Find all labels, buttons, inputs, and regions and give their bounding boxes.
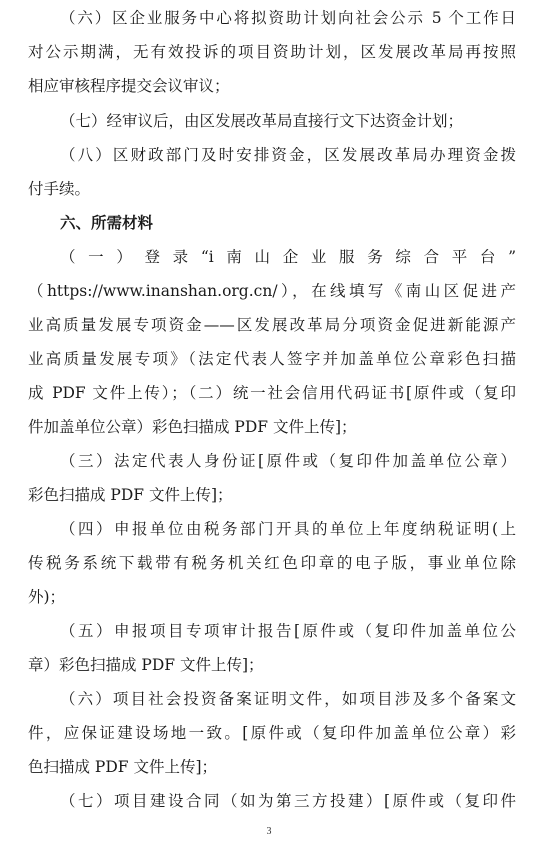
- paragraph-line: 成 PDF 文件上传）；（二）统一社会信用代码证书[原件或（复印: [28, 384, 516, 402]
- paragraph-line: （四）申报单位由税务部门开具的单位上年度纳税证明(上: [60, 520, 516, 538]
- paragraph-line: 传税务系统下载带有税务机关红色印章的电子版，事业单位除: [28, 554, 516, 572]
- section-heading: 六、所需材料: [60, 214, 154, 232]
- paragraph-line: 外)；: [28, 588, 66, 606]
- paragraph-line: （三）法定代表人身份证[原件或（复印件加盖单位公章）: [60, 452, 516, 470]
- paragraph-line: （六）区企业服务中心将拟资助计划向社会公示 5 个工作日: [60, 9, 516, 27]
- paragraph-line: （六）项目社会投资备案证明文件，如项目涉及多个备案文: [60, 690, 516, 708]
- paragraph-line: 业高质量发展专项资金——区发展改革局分项资金促进新能源产: [28, 316, 516, 334]
- paragraph-line: 件，应保证建设场地一致。[原件或（复印件加盖单位公章）彩: [28, 724, 516, 742]
- paragraph-line: （一）登录“i南山企业服务综合平台”: [60, 248, 516, 266]
- paragraph-line: 业高质量发展专项》（法定代表人签字并加盖单位公章彩色扫描: [28, 350, 516, 368]
- page-number: 3: [266, 826, 272, 837]
- paragraph-line: 相应审核程序提交会议审议；: [28, 77, 230, 95]
- paragraph-line: 件加盖单位公章）彩色扫描成 PDF 文件上传]；: [28, 418, 357, 436]
- paragraph-line: （七）项目建设合同（如为第三方投建）[原件或（复印件: [60, 792, 516, 810]
- paragraph-line: 色扫描成 PDF 文件上传]；: [28, 758, 218, 776]
- paragraph-line: 付手续。: [28, 180, 91, 198]
- paragraph-line: 对公示期满，无有效投诉的项目资助计划，区发展改革局再按照: [28, 43, 516, 61]
- paragraph-line: （https://www.inanshan.org.cn/），在线填写《南山区促进产: [28, 282, 516, 300]
- paragraph-line: （七）经审议后，由区发展改革局直接行文下达资金计划；: [60, 112, 464, 130]
- paragraph-line: （五）申报项目专项审计报告[原件或（复印件加盖单位公: [60, 622, 516, 640]
- paragraph-line: （八）区财政部门及时安排资金，区发展改革局办理资金拨: [60, 146, 516, 164]
- paragraph-line: 彩色扫描成 PDF 文件上传]；: [28, 486, 233, 504]
- paragraph-line: 章）彩色扫描成 PDF 文件上传]；: [28, 656, 264, 674]
